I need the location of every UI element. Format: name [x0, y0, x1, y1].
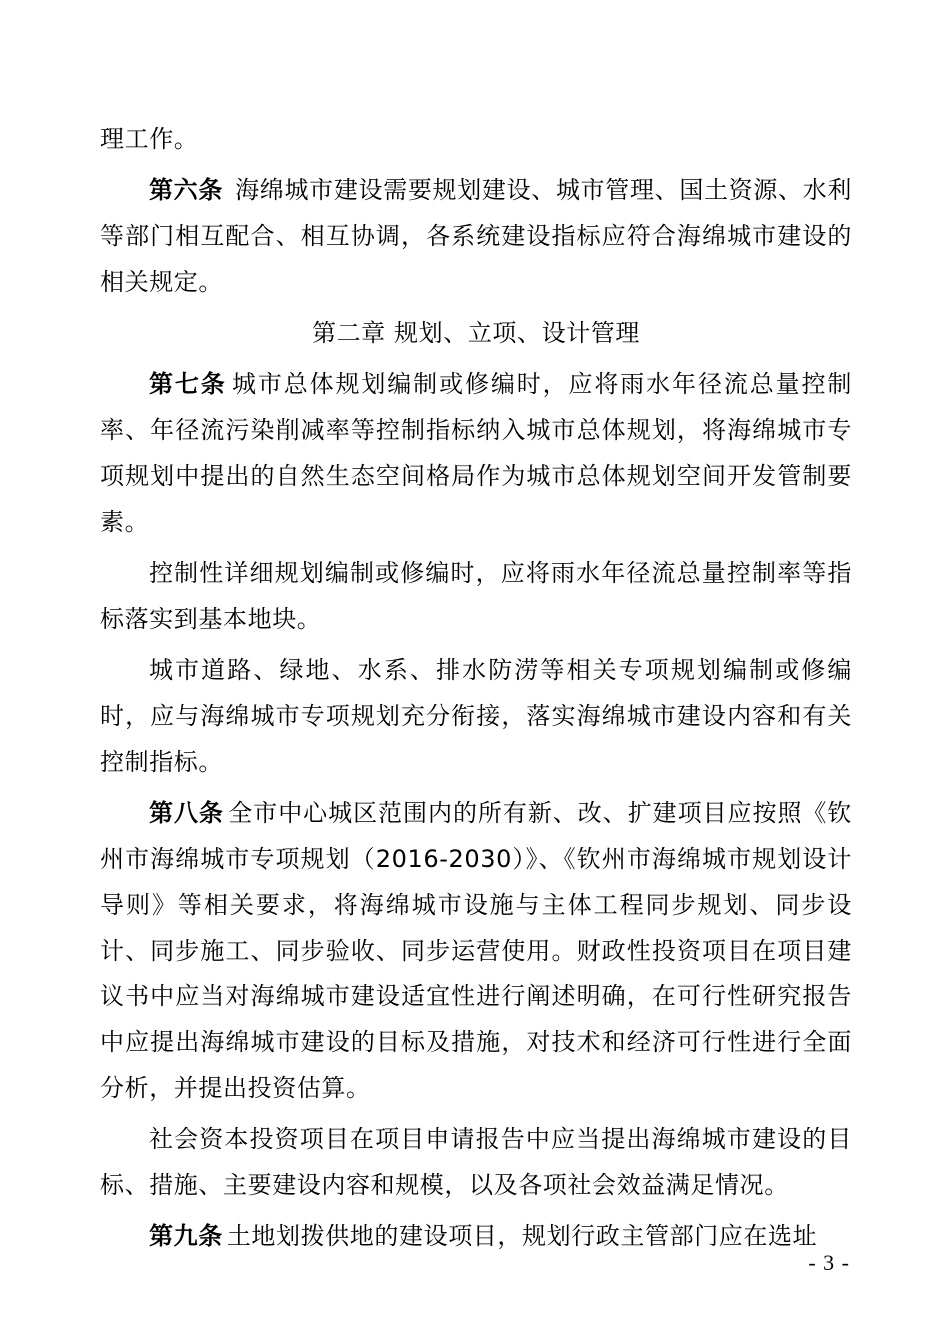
article-7-paragraph [100, 362, 852, 545]
document-body [100, 117, 852, 1266]
article-heading: 第八条 [149, 799, 224, 828]
paragraph-text: 城市道路、绿地、水系、排水防涝等相关专项规划编制或修编时，应与海绵城市专项规划充分衔接，落实海绵城市建设内容和有关控制指标。 [100, 656, 852, 776]
paragraph-continuation [100, 117, 852, 163]
chapter-heading [100, 311, 852, 357]
article-8-paragraph [100, 791, 852, 1112]
article-heading: 第六条 [149, 176, 224, 205]
paragraph-text: 社会资本投资项目在项目申请报告中应当提出海绵城市建设的目标、措施、主要建设内容和规模，以及各项社会效益满足情况。 [100, 1125, 852, 1200]
paragraph-text: 全市中心城区范围内的所有新、改、扩建项目应按照《钦州市海绵城市专项规划（2016-2030）》、《钦州市海绵城市规划设计导则》等相关要求，将海绵城市设施与主体工程同步规划、同步设计、同步施工、同步验收、同步运营使用。财政性投资项目在项目建议书中应当对海绵城市建设适宜性进行阐述明确，在可行性研究报告中应提出海绵城市建设的目标及措施，对技术和经济可行性进行全面分析，并提出投资估算。 [100, 799, 853, 1102]
paragraph-text: 海绵城市建设需要规划建设、城市管理、国土资源、水利等部门相互配合、相互协调，各系统建设指标应符合海绵城市建设的相关规定。 [100, 176, 852, 296]
article-6-paragraph [100, 168, 852, 305]
paragraph-text: 土地划拨供地的建设项目，规划行政主管部门应在选址 [226, 1222, 818, 1251]
article-heading: 第九条 [149, 1222, 223, 1251]
paragraph-text: 理工作。 [100, 125, 199, 153]
paragraph-text: 城市总体规划编制或修编时，应将雨水年径流总量控制率、年径流污染削减率等控制指标纳入城市总体规划，将海绵城市专项规划中提出的自然生态空间格局作为城市总体规划空间开发管制要素。 [100, 370, 852, 536]
paragraph [100, 1117, 852, 1209]
paragraph [100, 551, 852, 643]
paragraph-text: 控制性详细规划编制或修编时，应将雨水年径流总量控制率等指标落实到基本地块。 [100, 559, 852, 633]
chapter-title: 第二章 规划、立项、设计管理 [311, 319, 641, 348]
article-heading: 第七条 [149, 370, 227, 399]
article-9-paragraph [100, 1214, 852, 1260]
paragraph [100, 648, 852, 785]
page-number: - 3 - [808, 1250, 850, 1275]
